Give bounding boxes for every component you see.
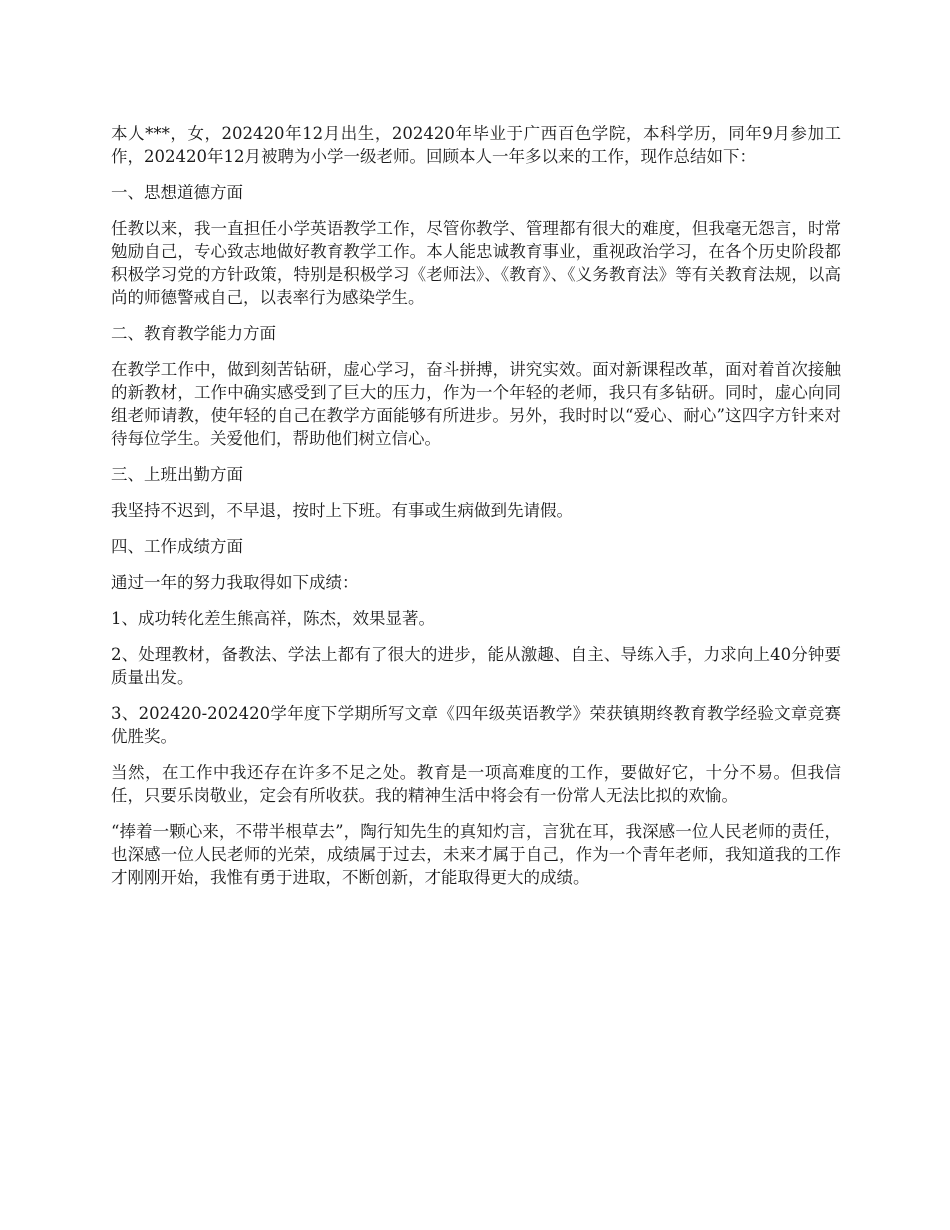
- intro-paragraph: 本人***，女，202420年12月出生，202420年毕业于广西百色学院，本科学历，同年9月参加工作，202420年12月被聘为小学一级老师。回顾本人一年多以来的工作，现作总结如下：: [111, 124, 841, 166]
- closing-paragraph: “捧着一颗心来，不带半根草去”，陶行知先生的真知灼言，言犹在耳，我深感一位人民老师的责任，也深感一位人民老师的光荣，成绩属于过去，未来才属于自己，作为一个青年老师，我知道我的工作才刚刚开始，我惟有勇于进取，不断创新，才能取得更大的成绩。: [111, 822, 841, 887]
- achievement-item-2: 2、处理教材，备教法、学法上都有了很大的进步，能从激趣、自主、导练入手，力求向上40分钟要质量出发。: [111, 645, 841, 687]
- section-heading-ideology: 一、思想道德方面: [111, 183, 243, 202]
- shortcomings-paragraph: 当然，在工作中我还存在许多不足之处。教育是一项高难度的工作，要做好它，十分不易。但我信任，只要乐岗敬业，定会有所收获。我的精神生活中将会有一份常人无法比拟的欢愉。: [111, 763, 841, 805]
- achievement-item-1: 1、成功转化差生熊高祥，陈杰，效果显著。: [111, 609, 435, 628]
- ideology-paragraph: 任教以来，我一直担任小学英语教学工作，尽管你教学、管理都有很大的难度，但我毫无怨言，时常勉励自己，专心致志地做好教育教学工作。本人能忠诚教育事业，重视政治学习，在各个历史阶段都积极学习党的方针政策，特别是积极学习《老师法》、《教育》、《义务教育法》等有关教育法规，以高尚的师德警戒自己，以表率行为感染学生。: [111, 219, 841, 307]
- achievements-intro: 通过一年的努力我取得如下成绩：: [111, 573, 359, 592]
- section-heading-achievements: 四、工作成绩方面: [111, 537, 243, 556]
- attendance-paragraph: 我坚持不迟到，不早退，按时上下班。有事或生病做到先请假。: [111, 501, 573, 520]
- teaching-ability-paragraph: 在教学工作中，做到刻苦钻研，虚心学习，奋斗拼搏，讲究实效。面对新课程改革，面对着首次接触的新教材，工作中确实感受到了巨大的压力，作为一个年轻的老师，我只有多钻研。同时，虚心向同组老师请教，使年轻的自己在教学方面能够有所进步。另外，我时时以“爱心、耐心”这四字方针来对待每位学生。关爱他们，帮助他们树立信心。: [111, 360, 841, 448]
- achievement-item-3: 3、202420-202420学年度下学期所写文章《四年级英语教学》荣获镇期终教育教学经验文章竞赛优胜奖。: [111, 704, 841, 746]
- document-body: [111, 122, 841, 902]
- section-heading-teaching-ability: 二、教育教学能力方面: [111, 324, 276, 343]
- section-heading-attendance: 三、上班出勤方面: [111, 465, 243, 484]
